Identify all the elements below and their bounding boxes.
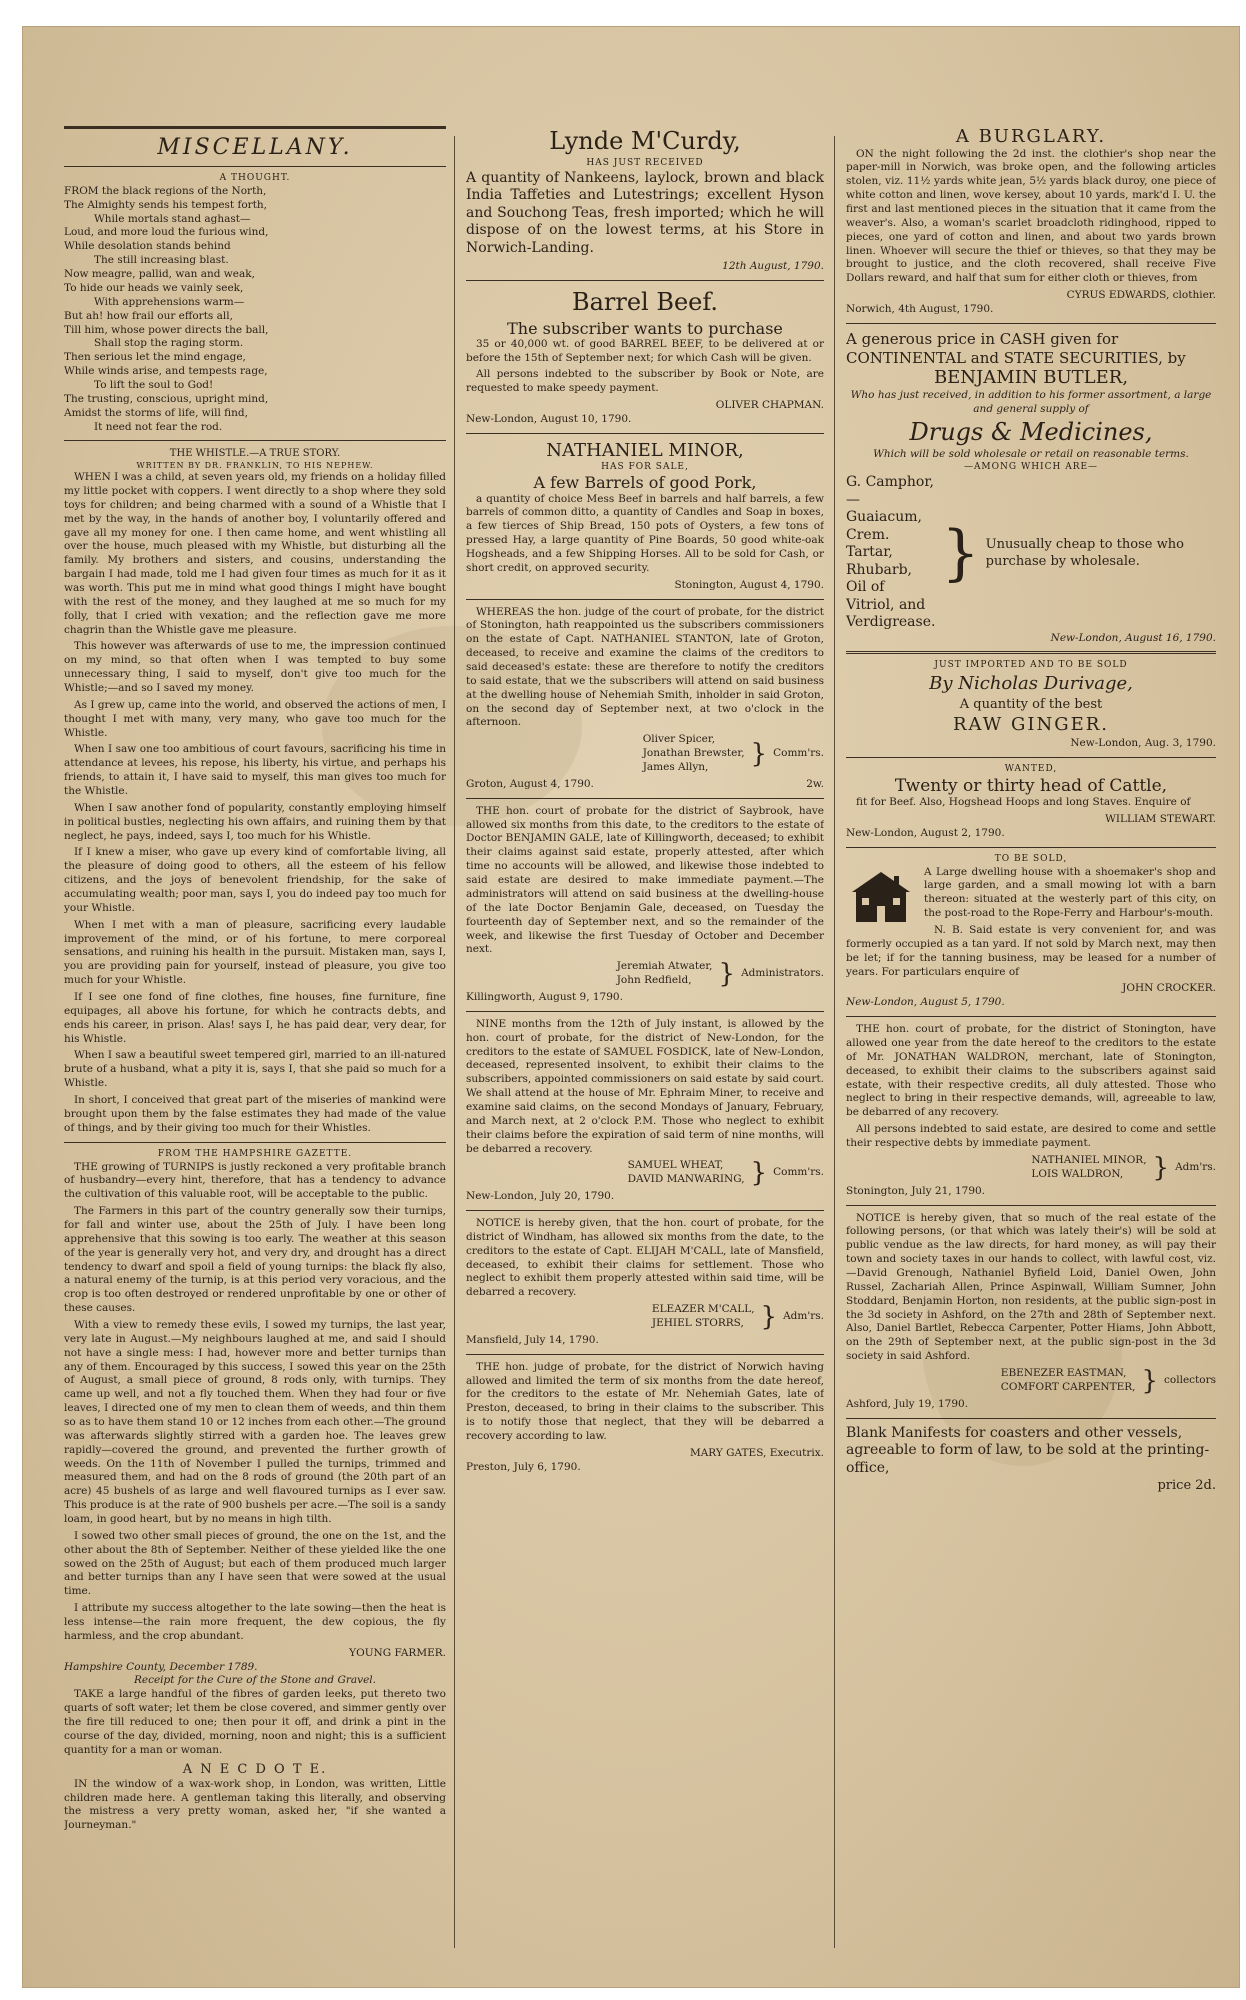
minor-sub: HAS FOR SALE, <box>601 461 689 472</box>
whistle-paragraph: In short, I conceived that great part of the miseries of mankind were brought upon them by the false estimates they had made of the value of things, and by their giving too much for their Whistles. <box>64 1094 446 1134</box>
turnips-signature: YOUNG FARMER. <box>349 1646 446 1659</box>
ashford-text: NOTICE is hereby given, that so much of the real estate of the following persons, (or that which was lately their's) will be sold at public vendue as the law directs, for hard money, as will pay their town and society taxes in our hands to collect, with lawful cost, viz.—David Grenough, Nathaniel Byfield Loid, Daniel Owen, John Russel, Zachariah Allen, Prince Aspinwall, William Sumner, John Stoddard, Benjamin Horton, non residents, at the public sign-post in the 3d society in Ashford, on the 27th and 28th of September next. Also, Daniel Bartlet, Rebecca Carpenter, Potter Hiams, John Abbott, on the 29th of September next, at the public sign-post in the 3d society in said Ashford. <box>846 1211 1216 1363</box>
poem-line: To hide our heads we vainly seek, <box>64 281 244 294</box>
poem-line: The Almighty sends his tempest forth, <box>64 198 268 211</box>
signer-name: Jonathan Brewster, <box>642 747 745 760</box>
stanton-text: WHEREAS the hon. judge of the court of probate, for the district of Stonington, hath reappointed us the subscribers commissioners on the estate of Capt. NATHANIEL STANTON, late of Groton, deceased, to receive and examine the claims of the creditors to said deceased's estate: these are therefore to notify the creditors to said estate, that we the subscribers will attend on said business at the dwelling house of Nehemiah Smith, inholder in said Groton, on the second day of September next, at two o'clock in the afternoon. <box>466 605 824 729</box>
beef-text: 35 or 40,000 wt. of good BARREL BEEF, to be delivered at or before the 15th of September next; for which Cash will be given. <box>466 337 824 364</box>
gale-signatures <box>466 960 824 988</box>
turnips-article <box>64 1161 446 1644</box>
mccall-date: Mansfield, July 14, 1790. <box>466 1333 599 1346</box>
stanton-code: 2w. <box>806 777 824 790</box>
waldron-role: Adm'rs. <box>1175 1160 1216 1173</box>
drugs-list <box>846 474 935 632</box>
signer-name: John Redfield, <box>616 974 692 987</box>
poem-line: While mortals stand aghast— <box>94 212 251 225</box>
sale-nb: N. B. Said estate is very convenient for, and was formerly occupied as a tan yard. If not sold by March next, may then be let; if for the tanning business, may be leased for a number of years. For particulars enquire of <box>846 924 1216 978</box>
drug-item: — Guaiacum, <box>846 491 922 526</box>
column-divider <box>454 136 455 1948</box>
sale-ad <box>846 854 1216 1010</box>
gates-text: THE hon. judge of probate, for the district of Norwich having allowed and limited the term of six months from the date hereof, for the creditors to the estate of Mr. Nehemiah Gates, late of Preston, deceased, to bring in their claims to the subscriber. This is to notify those that neglect, that they will be debarred a recovery according to law. <box>466 1360 824 1442</box>
ashford-signatures <box>846 1367 1216 1395</box>
poem-line: It need not fear the rod. <box>94 420 223 433</box>
mccall-notice <box>466 1217 824 1348</box>
signer-name: JEHIEL STORRS, <box>651 1316 744 1329</box>
brace: } <box>750 1158 768 1189</box>
column-advertisements-2 <box>466 126 824 1964</box>
butler-lead: A generous price in CASH given for CONTINENTAL and STATE SECURITIES, by <box>846 329 1186 367</box>
whistle-paragraph: This however was afterwards of use to me, the impression continued on my mind, so that often when I was tempted to buy some unnecessary thing, I said to myself, don't give too much for the Whistle;—and so I saved my money. <box>64 640 446 694</box>
beef-date: New-London, August 10, 1790. <box>466 413 632 426</box>
gale-text: THE hon. court of probate for the district of Saybrook, have allowed six months from this date, to the creditors to the estate of Doctor BENJAMIN GALE, late of Killingworth, deceased; to exhibit their claims against said estate, properly attested, after which time no accounts will be allowed, and likewise those indebted to said estate are desired to make immediate payment.—The administrators will attend on said business at the dwelling-house of the late Doctor Benjamin Gale, deceased, on Tuesday the fourteenth day of September next, and so the remainder of the week, and likewise the first Tuesday of October and December next. <box>466 804 824 956</box>
poem-line: Till him, whose power directs the ball, <box>64 323 269 336</box>
signer-name: Jeremiah Atwater, <box>616 960 713 973</box>
stanton-signatures <box>466 733 824 775</box>
mccall-text: NOTICE is hereby given, that the hon. court of probate, for the district of Windham, has allowed six months from the date, to the creditors to the estate of Capt. ELIJAH M'CALL, late of Mansfield, deceased, to exhibit their claims for settlement. Those who neglect to exhibit them properly attested within said time, will be debarred a recovery. <box>466 1216 824 1299</box>
ashford-role: collectors <box>1164 1373 1216 1386</box>
beef-text2: All persons indebted to the subscriber by Book or Note, are requested to make speedy payment. <box>466 368 824 395</box>
sale-signer: JOHN CROCKER. <box>1122 982 1216 995</box>
cattle-ad <box>846 764 1216 841</box>
fosdick-date: New-London, July 20, 1790. <box>466 1190 615 1203</box>
minor-ad <box>466 440 824 593</box>
signer-name: EBENEZER EASTMAN, <box>1000 1366 1127 1379</box>
stanton-role: Comm'rs. <box>773 747 824 760</box>
stanton-names <box>643 733 745 775</box>
fosdick-notice <box>466 1018 824 1204</box>
whistle-story <box>64 471 446 1136</box>
blank-price: price 2d. <box>1157 1478 1216 1494</box>
cattle-signer: WILLIAM STEWART. <box>1105 813 1216 825</box>
drugs-note: Unusually cheap to those who purchase by wholesale. <box>985 536 1184 569</box>
brace: } <box>750 739 768 770</box>
ashford-date: Ashford, July 19, 1790. <box>846 1397 969 1410</box>
signer-name: James Allyn, <box>642 761 709 774</box>
signer-name: Oliver Spicer, <box>642 733 716 746</box>
waldron-names <box>1031 1154 1146 1182</box>
anecdote-title: A N E C D O T E. <box>182 1761 328 1777</box>
whistle-paragraph: As I grew up, came into the world, and observed the actions of men, I thought I met with many, very many, who gave too much for the Whistle. <box>64 698 446 739</box>
poem-line: The still increasing blast. <box>94 254 229 267</box>
turnips-paragraph: With a view to remedy these evils, I sowed my turnips, the last year, very late in August.—My neighbours laughed at me, and said I should not have a single mess: I had, however more and better turnips than any of them. Encouraged by this success, I sowed this year on the 25th of August, a small piece of ground, 8 rods only, with turnips. They came up well, and not a fly touched them. When they had four or five leaves, I directed one of my men to clean them of weeds, and thin them so as to have them stand 10 or 12 inches from each other.—The ground was afterwards slightly stirred with a garden hoe. The leaves grew rapidly—covered the ground, and prevented the further growth of weeds. On the 11th of November I pulled the turnips, trimmed and measured them, and had on the 8 rods of ground (the 20th part of an acre) 45 bushels of as large and well flavoured turnips as I ever saw. This produce is at the rate of 900 bushels per acre.—The soil is a sandy loam, in good heart, but by no means in high tilth. <box>64 1318 446 1525</box>
whistle-title: THE WHISTLE.—A TRUE STORY. <box>169 448 341 460</box>
gates-signer: MARY GATES, Executrix. <box>689 1446 824 1459</box>
ginger-ad <box>846 660 1216 750</box>
brace: } <box>1141 1365 1159 1396</box>
beef-ad <box>466 287 824 427</box>
poem <box>64 185 446 434</box>
whistle-paragraph: When I saw a beautiful sweet tempered girl, married to an ill-natured brute of a husband, what a pity it is, says I, that she paid so much for a Whistle. <box>64 1049 446 1090</box>
miscellany-header: MISCELLANY. <box>64 126 446 167</box>
poem-line: To lift the soul to God! <box>94 378 214 391</box>
poem-title: A THOUGHT. <box>219 173 291 184</box>
minor-text: a quantity of choice Mess Beef in barrels and half barrels, a few barrels of common ditto, a quantity of Candles and Soap in boxes, a few tierces of Ship Bread, 150 pots of Oysters, a few tons of pressed Hay, a large quantity of Pine Boards, 50 good white-oak Hogsheads, and a few Shipping Horses. All to be sold for Cash, or short credit, on approved security. <box>466 492 824 574</box>
poem-line: Amidst the storms of life, will find, <box>64 406 248 419</box>
ashford-names <box>1001 1367 1136 1395</box>
drug-item: Oil of Vitriol, and <box>846 579 926 613</box>
drugs-sub: Which will be sold wholesale or retail on reasonable terms. <box>873 448 1189 461</box>
ginger-qty: A quantity of the best <box>959 697 1103 713</box>
cattle-top: WANTED, <box>1004 763 1058 774</box>
poem-line: While winds arise, and tempests rage, <box>64 365 268 378</box>
mccurdy-name: Lynde M'Curdy, <box>549 127 741 155</box>
signer-name: COMFORT CARPENTER, <box>1000 1380 1136 1393</box>
mccurdy-text: A quantity of Nankeens, laylock, brown and black India Taffeties and Lutestrings; excellent Hyson and Souchong Teas, fresh imported; which he will dispose of on the lowest terms, at his Store in Norwich-Landing. <box>466 169 824 256</box>
column-advertisements-3 <box>846 126 1216 1964</box>
drugs-date: New-London, August 16, 1790. <box>1050 631 1216 644</box>
ginger-item: RAW GINGER. <box>952 714 1110 736</box>
turnips-paragraph: THE growing of TURNIPS is justly reckoned a very profitable branch of husbandry—every hint, therefore, that has a tendency to advance the cultivation of this valuable root, will be acceptable to the public. <box>64 1160 446 1201</box>
ashford-notice <box>846 1212 1216 1412</box>
receipt-title: Receipt for the Cure of the Stone and Gravel. <box>133 1674 377 1687</box>
gale-notice <box>466 805 824 1005</box>
beef-title: Barrel Beef. <box>571 287 719 316</box>
poem-line: FROM the black regions of the North, <box>64 184 267 197</box>
house-icon <box>846 868 916 924</box>
cattle-lead: Twenty or thirty head of Cattle, <box>894 775 1168 796</box>
burglary-ad <box>846 126 1216 317</box>
mccurdy-ad <box>466 126 824 274</box>
mccall-signatures <box>466 1303 824 1331</box>
blank-text: Blank Manifests for coasters and other vessels, agreeable to form of law, to be sold at the printing-office, <box>846 1424 1210 1476</box>
signer-name: LOIS WALDRON, <box>1031 1167 1124 1180</box>
brace: } <box>941 517 980 588</box>
turnips-paragraph: The Farmers in this part of the country generally sow their turnips, for fall and winter use, about the 25th of July. I have been long apprehensive that this sowing is too early. The weather at this season of the year is generally very hot, and very dry, and drought has a direct tendency to dwarf and spoil a field of young turnips: the black fly also, a natural enemy of the turnip, is at this period very voracious, and the crop is too often destroyed or rendered unprofitable by one or other of these causes. <box>64 1205 446 1315</box>
cattle-text: fit for Beef. Also, Hogshead Hoops and long Staves. Enquire of <box>856 796 1191 809</box>
minor-date: Stonington, August 4, 1790. <box>674 578 824 591</box>
waldron-text: THE hon. court of probate, for the district of Stonington, have allowed one year from the date hereof to the creditors to the estate of Mr. JONATHAN WALDRON, merchant, late of Stonington, deceased, to exhibit their claims to the subscribers against said estate, with their respective credits, all duly attested. Those who neglect to bring in their respective demands, will, agreeable to law, be debarred of any recovery. <box>846 1023 1216 1119</box>
waldron-signatures <box>846 1154 1216 1182</box>
whistle-paragraph: If I see one fond of fine clothes, fine houses, fine furniture, fine equipages, all above his fortune, for which he contracts debts, and ends his career, in prison. Alas! says I, he has paid dear, very dear, for his Whistle. <box>64 991 446 1045</box>
waldron-notice <box>846 1023 1216 1198</box>
poem-line: With apprehensions warm— <box>94 295 245 308</box>
ginger-date: New-London, Aug. 3, 1790. <box>1070 737 1216 750</box>
butler-ad <box>846 330 1216 646</box>
anecdote-text: IN the window of a wax-work shop, in London, was written, Little children made here. A gentleman taking this literally, and observing the mistress a very pretty woman, asked her, "if she wanted a Journeyman." <box>64 1777 446 1832</box>
sale-text: A Large dwelling house with a shoemaker's shop and large garden, and a small mowing lot with a barn thereon: situated at the westerly part of this city, on the post-road to the Rope-Ferry and Harbour's-mouth. <box>924 865 1216 920</box>
brace: } <box>1152 1152 1170 1183</box>
signer-name: DAVID MANWARING, <box>627 1173 745 1186</box>
cattle-date: New-London, August 2, 1790. <box>846 826 1005 839</box>
sale-date: New-London, August 5, 1790. <box>846 996 1005 1009</box>
gates-date: Preston, July 6, 1790. <box>466 1460 581 1473</box>
gates-notice <box>466 1361 824 1475</box>
receipt-text: TAKE a large handful of the fibres of garden leeks, put thereto two quarts of soft water; let them be close covered, and simmer gently over the fire till reduced to one; then pour it off, and drink a pint in the course of the day, divided, morning, noon and night; this is a sufficient quantity for a man or woman. <box>64 1688 446 1756</box>
whistle-paragraph: When I saw another fond of popularity, constantly employing himself in political bustles, neglecting his own affairs, and ruining them by that neglect, he pays, indeed, says I, too much for his Whistle. <box>64 801 446 842</box>
turnips-source: FROM THE HAMPSHIRE GAZETTE. <box>157 1148 353 1159</box>
beef-lead: The subscriber wants to purchase <box>507 318 783 338</box>
poem-line: While desolation stands behind <box>64 240 231 253</box>
mccall-role: Adm'rs. <box>783 1310 824 1323</box>
blank-manifests-ad <box>846 1425 1216 1495</box>
column-divider <box>834 136 835 1948</box>
drug-item: Crem. Tartar, <box>846 526 893 561</box>
brace: } <box>718 959 736 990</box>
ginger-top: JUST IMPORTED AND TO BE SOLD <box>934 660 1128 671</box>
column-miscellany <box>64 126 446 1964</box>
fosdick-signatures <box>466 1159 824 1187</box>
poem-line: Shall stop the raging storm. <box>94 337 244 350</box>
drugs-among: —AMONG WHICH ARE— <box>963 462 1099 473</box>
drug-item: G. Camphor, <box>846 474 934 491</box>
burglary-signer: CYRUS EDWARDS, clothier. <box>1066 289 1216 302</box>
whistle-paragraph: WHEN I was a child, at seven years old, my friends on a holiday filled my little pocket with coppers. I went directly to a shop where they sold toys for children; and being charmed with a sound of a Whistle that I met by the way, in the hands of another boy, I voluntarily offered and gave all my money for one. I then came home, and went whistling all over the house, much pleased with my Whistle, but disturbing all the family. My brothers and sisters, and cousins, understanding the bargain I had made, told me I had given four times as much for it as it was worth. This put me in mind what good things I might have bought with the rest of the money, and they laughed at me so much for my folly, that I cried with vexation; and the reflection gave me more chagrin than the Whistle gave me pleasure. <box>64 471 446 636</box>
gale-date: Killingworth, August 9, 1790. <box>466 990 623 1003</box>
fosdick-role: Comm'rs. <box>773 1166 824 1179</box>
signer-name: NATHANIEL MINOR, <box>1031 1153 1147 1166</box>
poem-line: The trusting, conscious, upright mind, <box>64 392 269 405</box>
mccall-names <box>652 1303 755 1331</box>
fosdick-text: NINE months from the 12th of July instant, is allowed by the hon. court of probate, for the district of New-London, for the creditors to the estate of SAMUEL FOSDICK, late of New-London, deceased, represented insolvent, to exhibit their claims to the subscribers, appointed commissioners on said estate by said court. We shall attend at the house of Mr. Ephraim Miner, to receive and examine said claims, on the second Mondays of January, February, and March next, at 2 o'clock P.M. Those who neglect to exhibit their claims before the expiration of said term of nine months, will be debarred a recovery. <box>466 1017 824 1155</box>
drugs-block <box>846 474 1216 632</box>
poem-line: Now meagre, pallid, wan and weak, <box>64 268 255 281</box>
waldron-date: Stonington, July 21, 1790. <box>846 1184 986 1197</box>
gale-role: Administrators. <box>741 967 824 980</box>
poem-line: But ah! how frail our efforts all, <box>64 309 233 322</box>
whistle-byline: WRITTEN BY DR. FRANKLIN, TO HIS NEPHEW. <box>136 460 374 470</box>
ginger-by: By Nicholas Durivage, <box>929 673 1133 695</box>
drug-item: Verdigrease. <box>846 614 936 631</box>
gale-names <box>617 960 713 988</box>
minor-name: NATHANIEL MINOR, <box>546 439 744 461</box>
fosdick-names <box>628 1159 745 1187</box>
newspaper-page <box>22 26 1240 1988</box>
burglary-text: ON the night following the 2d inst. the clothier's shop near the paper-mill in Norwich, was broke open, and the following articles stolen, viz. 11½ yards white jean, 5½ yards black duroy, one piece of white cotton and linen, wove kersey, about 10 yards, mark'd I. U. the first and last mentioned pieces in the situation that it came from the weaver's. Also, a woman's scarlet broadcloth ridinghood, ripped to pieces, one yard of cotton and linen, and about two yards brown linen. Whoever will secure the thief or thieves, so that they may be brought to justice, and the cloth recovered, shall receive Five Dollars reward, and half that sum for either cloth or thieves, from <box>846 147 1216 285</box>
poem-line: Loud, and more loud the furious wind, <box>64 226 269 239</box>
sale-top: TO BE SOLD, <box>994 853 1068 864</box>
signer-name: SAMUEL WHEAT, <box>627 1159 724 1172</box>
burglary-date: Norwich, 4th August, 1790. <box>846 303 994 316</box>
turnips-place-date: Hampshire County, December 1789. <box>64 1660 258 1673</box>
whistle-paragraph: When I saw one too ambitious of court favours, sacrificing his time in attendance at levees, his repose, his liberty, his virtue, and perhaps his friends, to attain it, I have said to myself, this man gives too much for the Whistle. <box>64 743 446 798</box>
turnips-paragraph: I attribute my success altogether to the late sowing—then the heat is less intense—the rain more frequent, the dew copious, the fly harmless, and the crop abundant. <box>64 1602 446 1642</box>
stanton-notice <box>466 606 824 792</box>
waldron-text2: All persons indebted to said estate, are desired to come and settle their respective debts by immediate payment. <box>846 1123 1216 1150</box>
whistle-paragraph: If I knew a miser, who gave up every kind of comfortable living, all the pleasure of doing good to others, all the esteem of his fellow citizens, and the joys of benevolent friendship, for the sake of accumulating wealth; poor man, says I, you do indeed pay too much for your Whistle. <box>64 846 446 914</box>
butler-text: Who has just received, in addition to his former assortment, a large and general supply of <box>850 389 1212 415</box>
burglary-title: A BURGLARY. <box>955 126 1107 147</box>
minor-lead: A few Barrels of good Pork, <box>533 473 757 493</box>
mccurdy-received: HAS JUST RECEIVED <box>586 157 704 168</box>
stanton-date: Groton, August 4, 1790. <box>466 777 594 790</box>
signer-name: ELEAZER M'CALL, <box>651 1303 755 1316</box>
turnips-paragraph: I sowed two other small pieces of ground, the one on the 1st, and the other about the 8th of September. Neither of these yielded like the one sowed on the 25th of August; but each of them produced much larger and better turnips than any I have seen that were sowed at the usual time. <box>64 1529 446 1598</box>
beef-signer: OLIVER CHAPMAN. <box>715 399 824 412</box>
poem-line: Then serious let the mind engage, <box>64 351 246 364</box>
butler-name: BENJAMIN BUTLER, <box>933 367 1129 389</box>
mccurdy-date: 12th August, 1790. <box>722 260 824 273</box>
drug-item: Rhubarb, <box>846 561 912 578</box>
drugs-title: Drugs & Medicines, <box>909 417 1153 446</box>
whistle-paragraph: When I met with a man of pleasure, sacrificing every laudable improvement of the mind, or of his fortune, to mere corporeal sensations, and ruining his health in the pursuit. Mistaken man, says I, you are providing pain for yourself, instead of pleasure, you give too much for your Whistle. <box>64 918 446 987</box>
brace: } <box>760 1301 778 1332</box>
